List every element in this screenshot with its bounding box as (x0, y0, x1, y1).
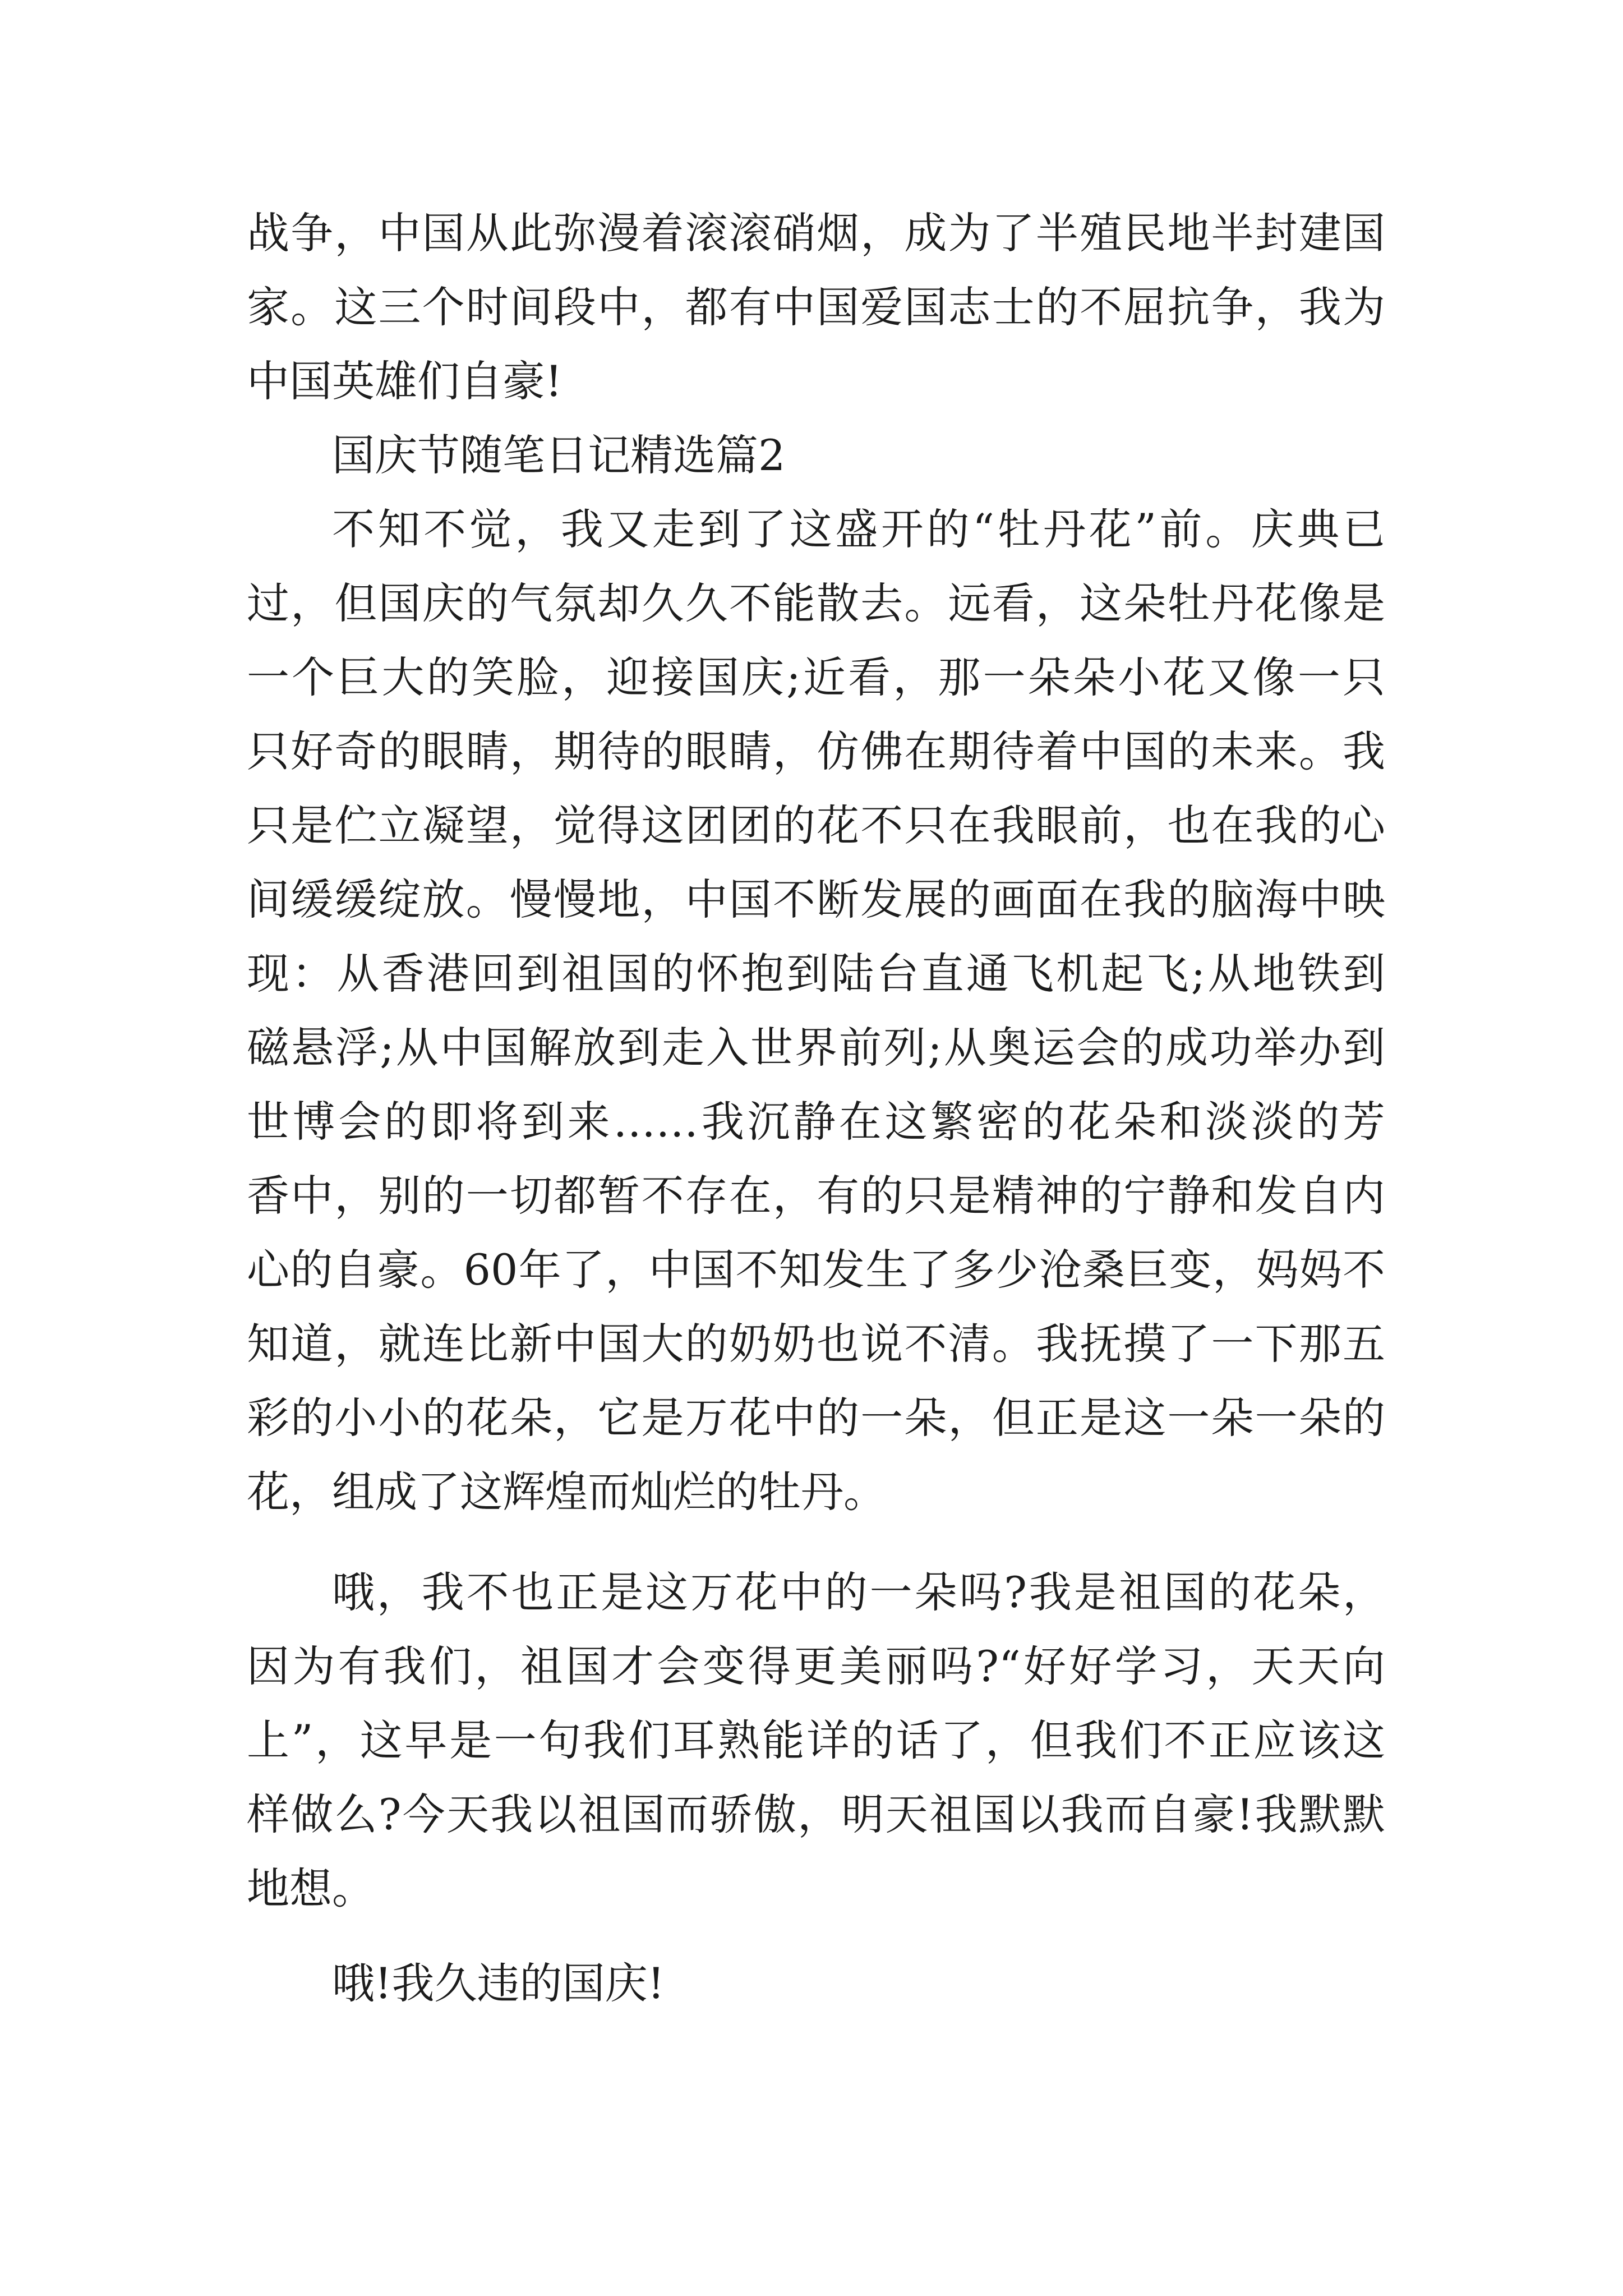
paragraph-line: 只是伫立凝望，觉得这团团的花不只在我眼前，也在我的心 (247, 800, 1385, 850)
paragraph-line: 间缓缓绽放。慢慢地，中国不断发展的画面在我的脑海中映 (247, 875, 1385, 924)
paragraph-line: 哦，我不也正是这万花中的一朵吗?我是祖国的花朵， (332, 1567, 1385, 1617)
paragraph-line: 现：从香港回到祖国的怀抱到陆台直通飞机起飞;从地铁到 (247, 949, 1385, 999)
paragraph-line: 世博会的即将到来……我沉静在这繁密的花朵和淡淡的芳 (247, 1097, 1385, 1147)
paragraph-line: 中国英雄们自豪! (247, 356, 562, 406)
paragraph-line: 彩的小小的花朵，它是万花中的一朵，但正是这一朵一朵的 (247, 1393, 1385, 1443)
paragraph-line: 只好奇的眼睛，期待的眼睛，仿佛在期待着中国的未来。我 (247, 726, 1385, 776)
section-heading: 国庆节随笔日记精选篇2 (332, 430, 786, 480)
paragraph-line: 磁悬浮;从中国解放到走入世界前列;从奥运会的成功举办到 (247, 1023, 1385, 1073)
paragraph-line: 心的自豪。60年了，中国不知发生了多少沧桑巨变，妈妈不 (247, 1245, 1385, 1295)
paragraph-line: 因为有我们，祖国才会变得更美丽吗?“好好学习，天天向 (247, 1641, 1385, 1691)
paragraph-line: 香中，别的一切都暂不存在，有的只是精神的宁静和发自内 (247, 1171, 1385, 1221)
paragraph-line: 家。这三个时间段中，都有中国爱国志士的不屈抗争，我为 (247, 282, 1385, 332)
paragraph-line: 战争，中国从此弥漫着滚滚硝烟，成为了半殖民地半封建国 (247, 208, 1385, 258)
paragraph-line: 样做么?今天我以祖国而骄傲，明天祖国以我而自豪!我默默 (247, 1789, 1385, 1839)
paragraph-line: 哦!我久违的国庆! (332, 1958, 665, 2008)
paragraph-line: 地想。 (247, 1864, 375, 1913)
paragraph-line: 花，组成了这辉煌而灿烂的牡丹。 (247, 1467, 886, 1517)
paragraph-line: 不知不觉，我又走到了这盛开的“牡丹花”前。庆典已 (332, 504, 1385, 554)
paragraph-line: 知道，就连比新中国大的奶奶也说不清。我抚摸了一下那五 (247, 1319, 1385, 1369)
paragraph-line: 过，但国庆的气氛却久久不能散去。远看，这朵牡丹花像是 (247, 578, 1385, 628)
paragraph-line: 一个巨大的笑脸，迎接国庆;近看，那一朵朵小花又像一只 (247, 652, 1385, 702)
paragraph-line: 上”，这早是一句我们耳熟能详的话了，但我们不正应该这 (247, 1715, 1385, 1765)
